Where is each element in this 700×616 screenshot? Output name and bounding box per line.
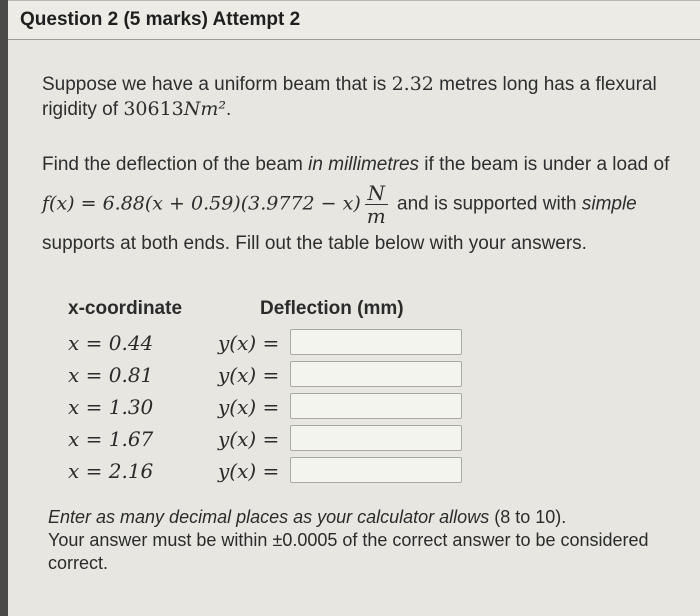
instruction-line-2: Your answer must be within ±0.0005 of the correct answer to be considered correct. [48, 530, 649, 573]
table-row [68, 456, 488, 486]
y-label: y(x) = [218, 331, 280, 355]
table-row [68, 392, 488, 422]
question-title: Question 2 (5 marks) Attempt 2 [20, 9, 301, 30]
y-label: y(x) = [218, 363, 280, 387]
y-label: y(x) = [218, 427, 280, 451]
y-label: y(x) = [218, 395, 280, 419]
column-header-x: x-coordinate [68, 298, 183, 319]
x-coordinate: x = 0.44 [68, 331, 154, 355]
x-coordinate: x = 1.67 [68, 427, 154, 451]
y-label: y(x) = [218, 459, 280, 483]
x-coordinate: x = 0.81 [68, 363, 154, 387]
deflection-input[interactable] [290, 457, 462, 483]
problem-text: supports at both ends. Fill out the table below with your answers. [42, 233, 587, 254]
answer-instructions [48, 506, 668, 575]
load-function: f(x) = 6.88(x + 0.59)(3.9772 − x) [42, 192, 361, 215]
problem-emphasis: simple [581, 193, 637, 215]
flexural-rigidity: 30613 [123, 98, 184, 120]
problem-emphasis: in millimetres [308, 154, 420, 175]
column-header-deflection: Deflection (mm) [260, 298, 404, 319]
table-row [68, 360, 488, 390]
problem-text: metres long has a flexural rigidity of [42, 74, 657, 120]
problem-text: and is supported with [391, 193, 582, 215]
instruction-line-1: Enter as many decimal places as your calculator allows (8 to 10). [48, 507, 567, 527]
problem-text: if the beam is under a load of [419, 154, 670, 175]
beam-length: 2.32 [391, 73, 434, 95]
fraction-denominator: m [366, 204, 386, 228]
deflection-input[interactable] [290, 425, 462, 451]
table-row [68, 424, 488, 454]
fraction-numerator: N [365, 182, 388, 205]
x-coordinate: x = 1.30 [68, 395, 154, 419]
question-header [8, 0, 700, 40]
left-edge-bar [0, 0, 8, 616]
problem-text: Suppose we have a uniform beam that is [42, 74, 392, 95]
problem-text: Find the deflection of the beam [42, 154, 309, 175]
problem-text: . [226, 99, 232, 120]
problem-paragraph-1 [42, 72, 682, 122]
table-row [68, 328, 488, 358]
question-body [8, 40, 700, 616]
x-coordinate: x = 2.16 [68, 459, 154, 483]
rigidity-unit: Nm² [183, 98, 227, 120]
deflection-input[interactable] [290, 393, 462, 419]
load-unit-fraction [365, 182, 388, 227]
deflection-input[interactable] [290, 361, 462, 387]
deflection-input[interactable] [290, 329, 462, 355]
problem-paragraph-2 [42, 148, 682, 261]
